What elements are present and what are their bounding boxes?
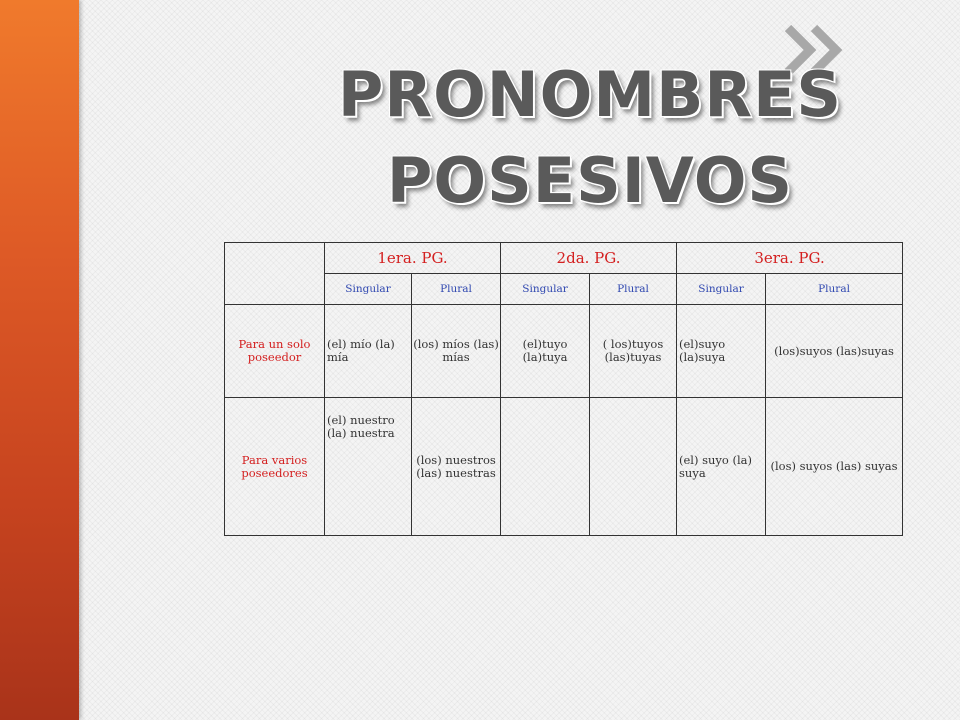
table-cell: (los)suyos (las)suyas xyxy=(766,305,903,398)
table-cell: (el)suyo (la)suya xyxy=(677,305,766,398)
table-cell: (el) suyo (la) suya xyxy=(677,398,766,536)
subheader-row xyxy=(225,274,903,305)
table-cell: ( los)tuyos (las)tuyas xyxy=(590,305,677,398)
subheader-cell: Plural xyxy=(590,274,677,305)
group-header-third-person: 3era. PG. xyxy=(677,243,903,274)
table-row-single-owner xyxy=(225,305,903,398)
corner-cell xyxy=(225,243,325,305)
table-cell: (el)tuyo (la)tuya xyxy=(501,305,590,398)
subheader-cell: Plural xyxy=(412,274,501,305)
subheader-cell: Singular xyxy=(501,274,590,305)
table-cell: (el) nuestro (la) nuestra xyxy=(325,398,412,536)
decorative-side-bar xyxy=(0,0,79,720)
table-cell: (los) míos (las) mías xyxy=(412,305,501,398)
subheader-cell: Singular xyxy=(325,274,412,305)
group-header-first-person: 1era. PG. xyxy=(325,243,501,274)
title-line-1: PRONOMBRES xyxy=(337,58,843,131)
group-header-second-person: 2da. PG. xyxy=(501,243,677,274)
group-header-row xyxy=(225,243,903,274)
table-cell: (los) suyos (las) suyas xyxy=(766,398,903,536)
slide-title xyxy=(300,52,880,224)
table-row-multiple-owners xyxy=(225,398,903,536)
subheader-cell: Singular xyxy=(677,274,766,305)
row-label-multiple-owners: Para varios poseedores xyxy=(225,398,325,536)
table-cell: (el) mío (la) mía xyxy=(325,305,412,398)
table-cell xyxy=(590,398,677,536)
row-label-single-owner: Para un solo poseedor xyxy=(225,305,325,398)
possessive-pronouns-table xyxy=(224,242,903,536)
subheader-cell: Plural xyxy=(766,274,903,305)
table-cell: (los) nuestros (las) nuestras xyxy=(412,398,501,536)
title-line-2: POSESIVOS xyxy=(386,144,794,217)
table-cell xyxy=(501,398,590,536)
